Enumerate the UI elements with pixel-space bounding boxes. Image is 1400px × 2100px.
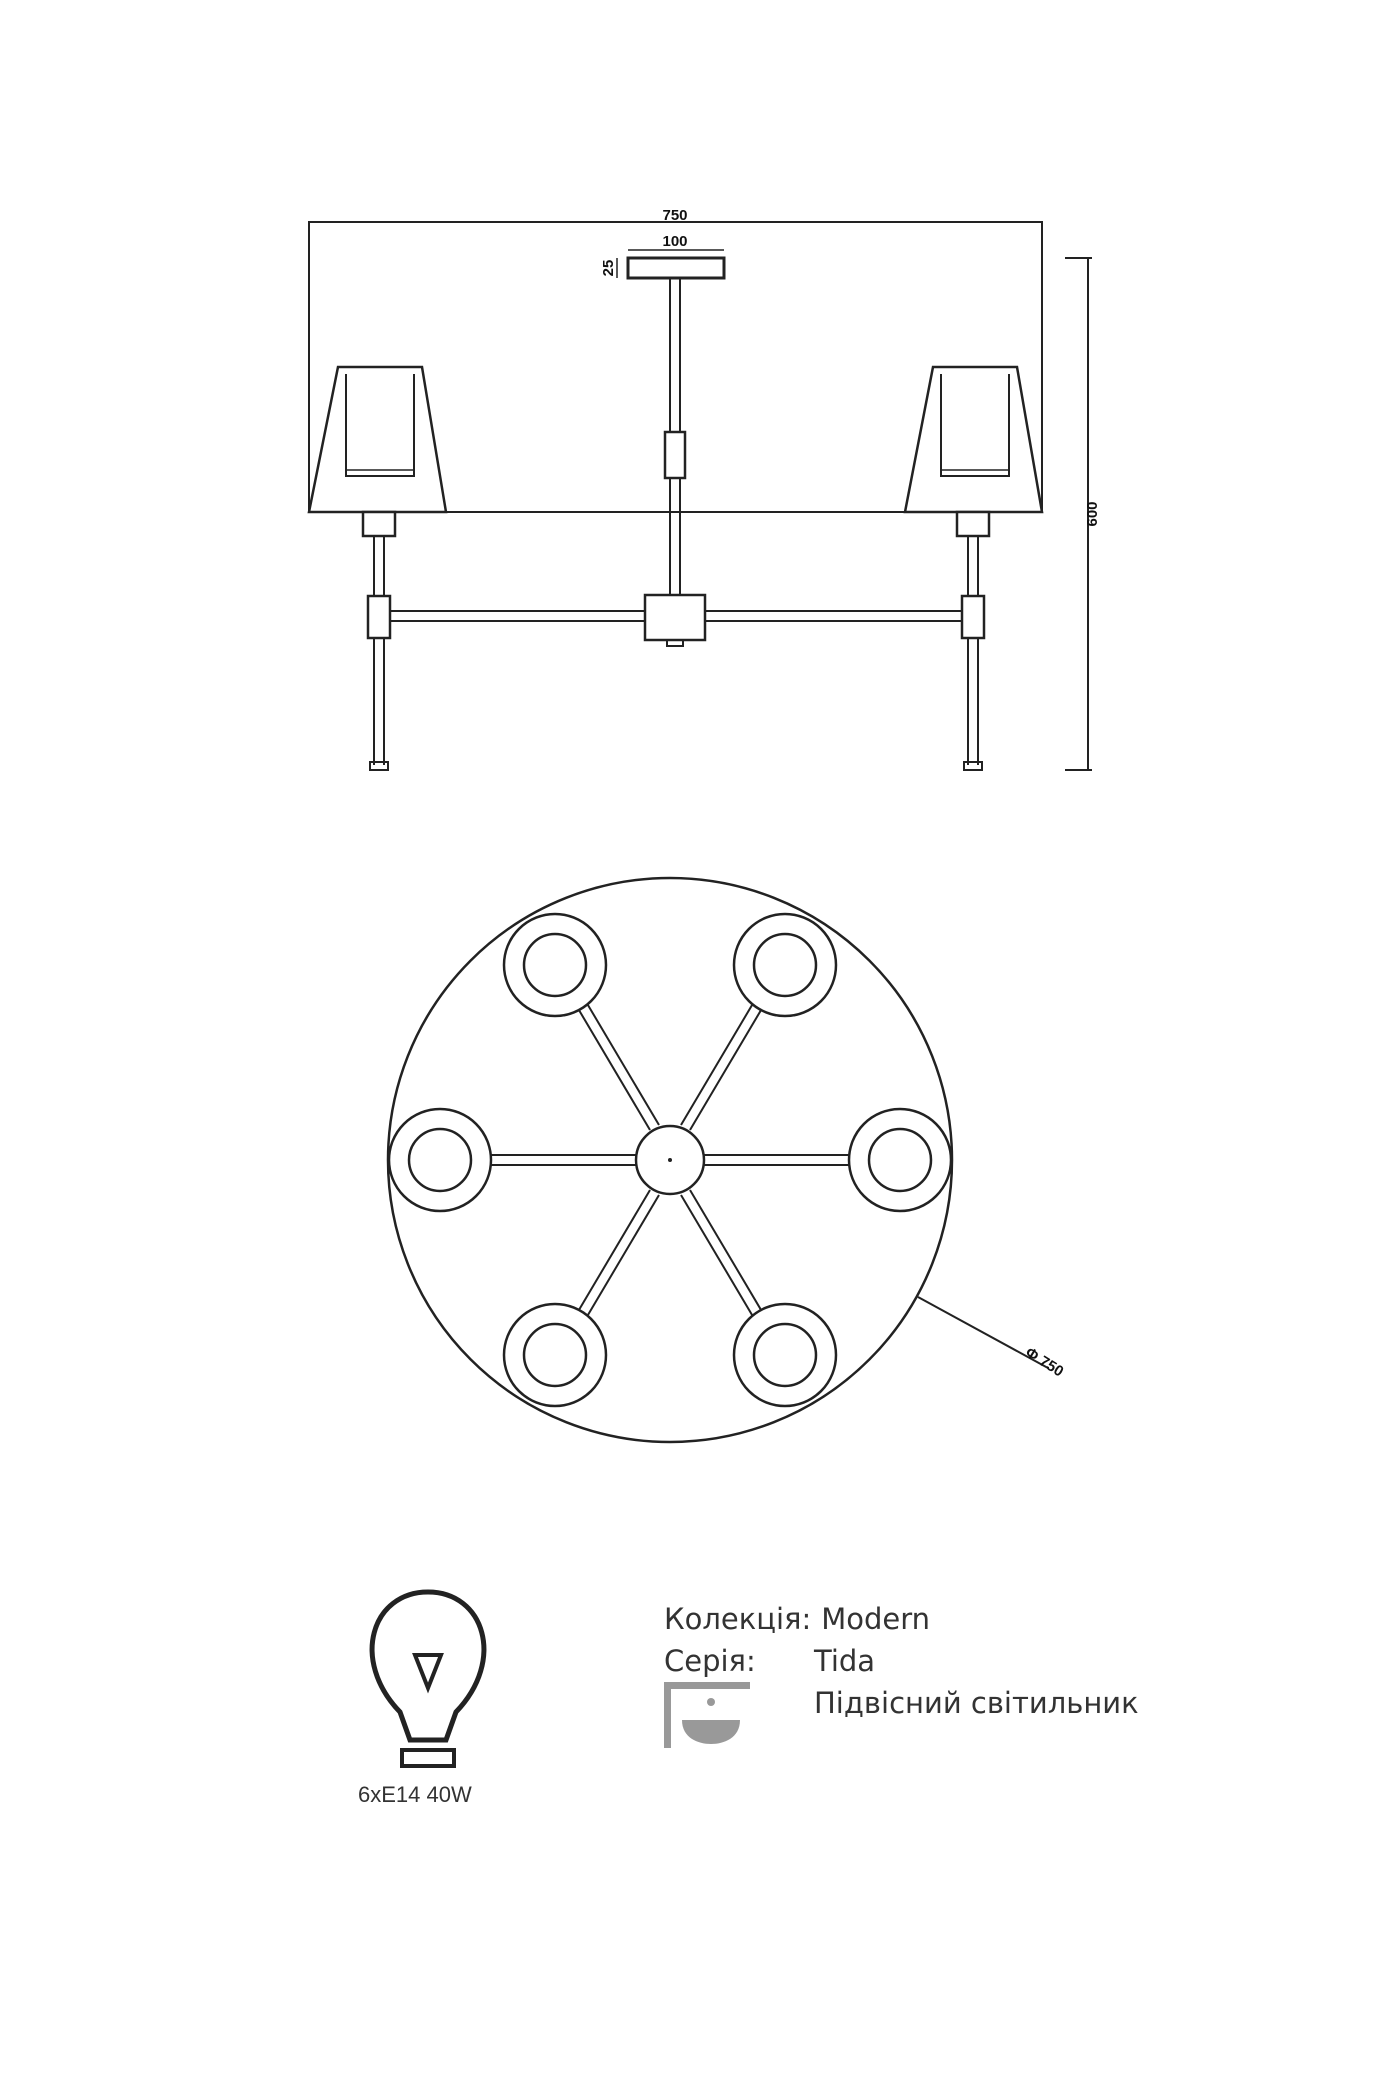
dim-total-width: 750 [662,207,688,224]
left-coupler [368,596,390,638]
collection-value: Modern [821,1602,931,1636]
right-finial [964,762,982,770]
dim-canopy-width: 100 [662,233,688,250]
top-lamp-right [849,1109,951,1211]
dim-total-height: 600 [1084,501,1101,527]
series-row [664,1640,1139,1682]
dim-diameter: Φ 750 [1022,1343,1067,1381]
front-elevation [309,207,1101,770]
right-coupler [962,596,984,638]
rod-coupler [665,432,685,478]
right-shade [905,367,1042,512]
bulb-spec-label: 6xE14 40W [358,1782,472,1807]
top-lamp-left [389,1109,491,1211]
hub-finial [667,640,683,646]
top-lamp-lower-right [734,1304,836,1406]
collection-row [664,1598,1139,1640]
series-key: Серія: [664,1644,756,1678]
left-finial [370,762,388,770]
collection-key: Колекція: [664,1602,812,1636]
right-lamp [905,367,1042,770]
top-lamp-lower-left [504,1304,606,1406]
left-lamp [309,367,446,770]
canopy [628,258,724,278]
left-shade [309,367,446,512]
light-bulb-icon [372,1592,484,1766]
series-value: Tida [814,1644,876,1678]
center-hub [645,595,705,640]
top-lamp-upper-left [504,914,606,1016]
pendant-mount-icon [664,1680,754,1750]
dim-canopy-height: 25 [600,259,617,277]
top-lamp-upper-right [734,914,836,1016]
right-socket [957,512,989,536]
type-value: Підвісний світильник [814,1686,1139,1720]
left-socket [363,512,395,536]
top-view [388,878,1048,1442]
